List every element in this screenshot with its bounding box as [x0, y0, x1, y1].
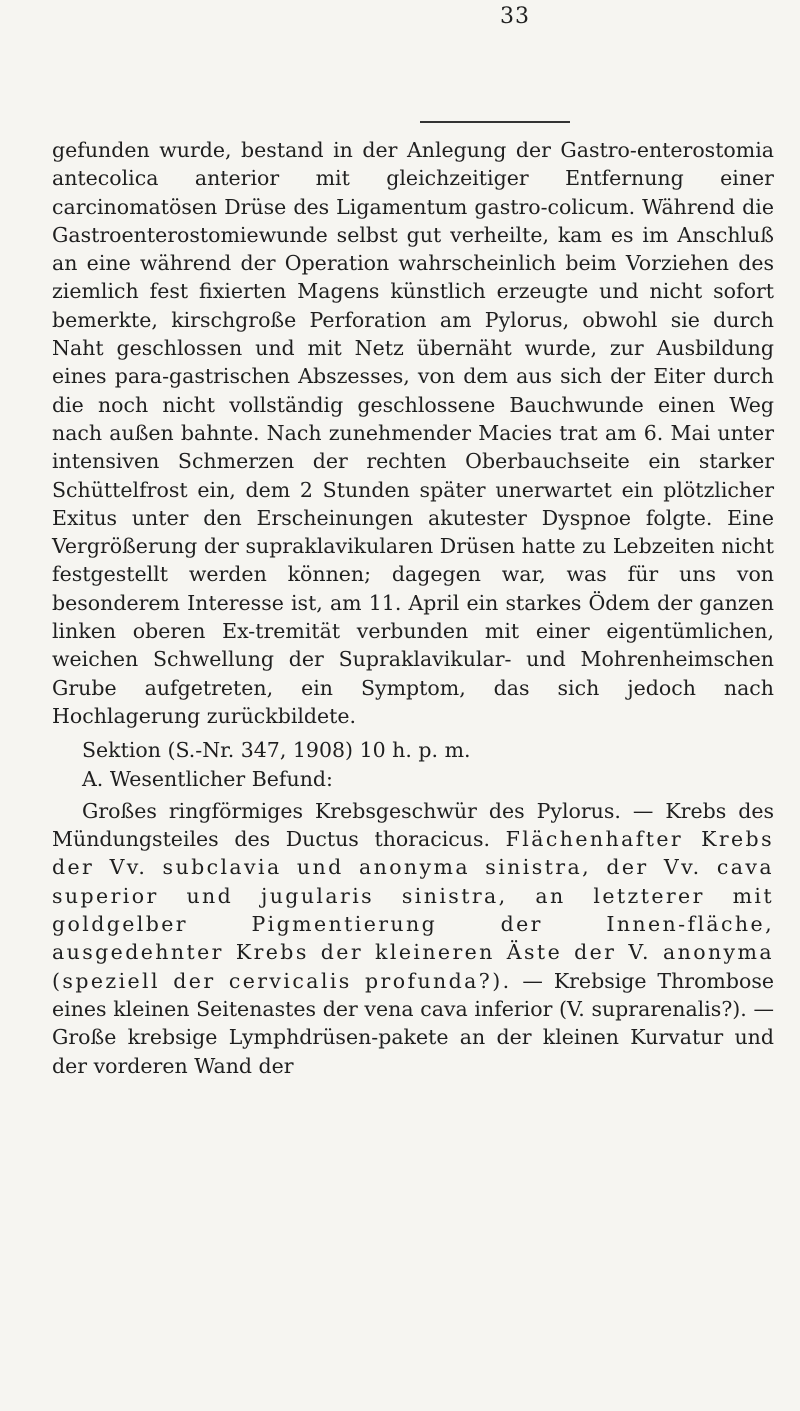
- findings-text-part1: Großes ringförmiges Krebsgeschwür des Pylorus. — Krebs des Mündungsteiles des Ductus thoracicus.: [52, 798, 774, 852]
- findings-text-part2: — Krebsige Thrombose eines kleinen Seitenastes der vena cava inferior (V. suprarenalis?). — Große krebsige Lymphdrüsen-pakete an der kleinen Kurvatur und der vorderen Wand der: [52, 968, 774, 1078]
- section-heading: Sektion (S.-Nr. 347, 1908) 10 h. p. m.: [82, 738, 471, 763]
- findings-text-spaced: Flächenhafter Krebs der Vv. subclavia und anonyma sinistra, der Vv. cava superior und jugularis sinistra, an letzterer mit goldgelber Pigmentierung der Innen-fläche, ausgedehnter Krebs der kleineren Äste der V. anonyma (speziell der cervicalis profunda?).: [52, 827, 774, 993]
- paragraph-findings: [52, 797, 774, 1080]
- body-text: [52, 136, 774, 1080]
- page-number: 33: [500, 4, 530, 29]
- findings-heading: A. Wesentlicher Befund:: [82, 766, 333, 791]
- paragraph-case-history: gefunden wurde, bestand in der Anlegung der Gastro-enterostomia antecolica anterior mit gleichzeitiger Entfernung einer carcinomatösen Drüse des Ligamentum gastro-colicum. Während die Gastroenterostomiewunde selbst gut verheilte, kam es im Anschluß an eine während der Operation wahrscheinlich beim Vorziehen des ziemlich fest fixierten Magens künstlich erzeugte und nicht sofort bemerkte, kirschgroße Perforation am Pylorus, obwohl sie durch Naht geschlossen und mit Netz übernäht wurde, zur Ausbildung eines para-gastrischen Abszesses, von dem aus sich der Eiter durch die noch nicht vollständig geschlossene Bauchwunde einen Weg nach außen bahnte. Nach zunehmender Macies trat am 6. Mai unter intensiven Schmerzen der rechten Oberbauchseite ein starker Schüttelfrost ein, dem 2 Stunden später unerwartet ein plötzlicher Exitus unter den Erscheinungen akutester Dyspnoe folgte. Eine Vergrößerung der supraklavikularen Drüsen hatte zu Lebzeiten nicht festgestellt werden können; dagegen war, was für uns von besonderem Interesse ist, am 11. April ein starkes Ödem der ganzen linken oberen Ex-tremität verbunden mit einer eigentümlichen, weichen Schwellung der Supraklavikular- und Mohrenheimschen Grube aufgetreten, ein Symptom, das sich jedoch nach Hochlagerung zurückbildete.: [52, 138, 774, 728]
- header-rule: [420, 121, 570, 123]
